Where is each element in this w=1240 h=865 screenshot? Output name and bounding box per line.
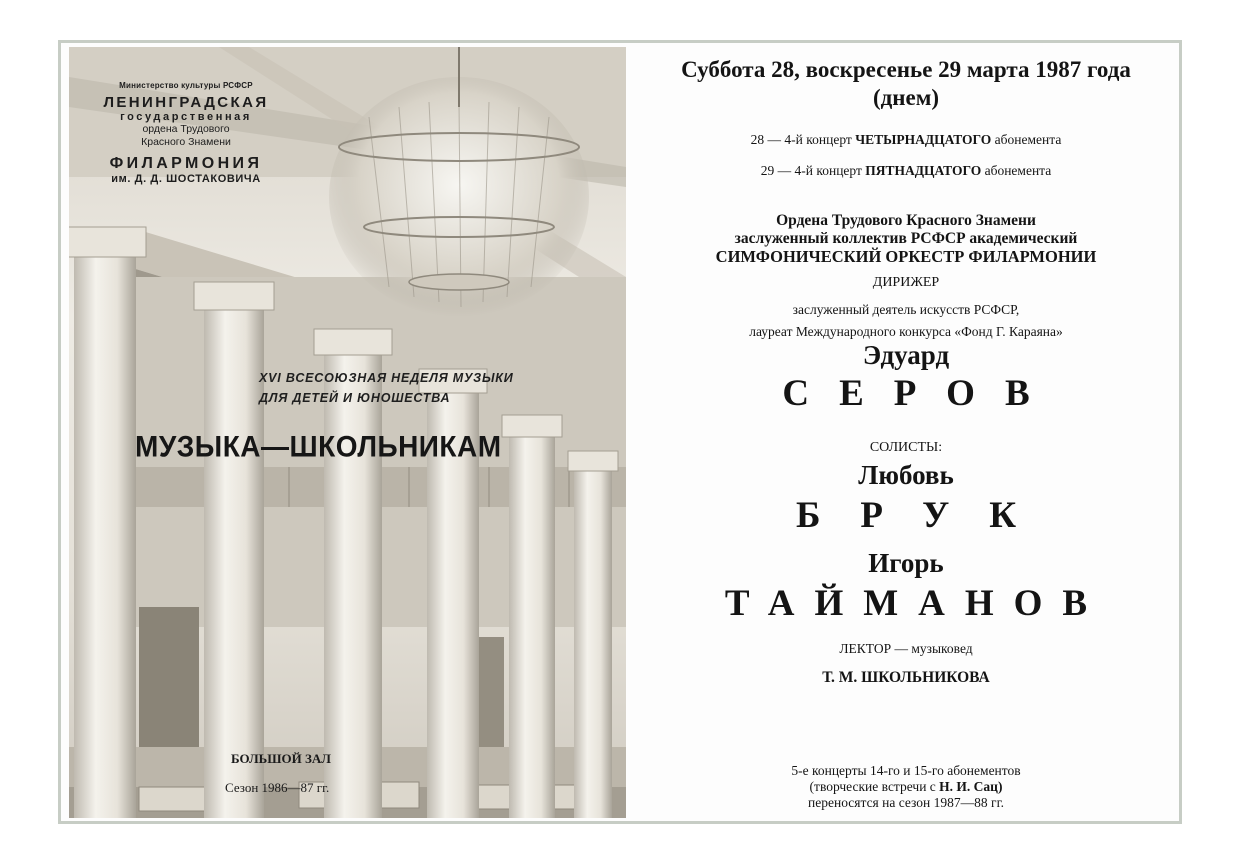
conductor-title-2: лауреат Международного конкурса «Фонд Г. Караяна» — [749, 324, 1063, 339]
org-line-state: государственная — [120, 111, 252, 123]
note-line-1: 5-е концерты 14-го и 15-го абонементов — [791, 763, 1021, 778]
sub1-prefix: 28 — 4-й концерт — [750, 132, 852, 147]
cover-photo — [69, 47, 626, 818]
sub2-suffix: абонемента — [984, 163, 1052, 178]
music-week-title — [259, 368, 514, 408]
org-line-philharmonic: ФИЛАРМОНИЯ — [109, 155, 263, 172]
date-line-1: Суббота 28, воскресенье 29 марта 1987 года — [681, 57, 1131, 82]
note-line-2-bold: Н. И. Сац) — [939, 779, 1003, 794]
postponement-note — [636, 763, 1176, 811]
note-line-2-prefix: (творческие встречи с — [809, 779, 936, 794]
motto-title: МУЗЫКА—ШКОЛЬНИКАМ — [135, 430, 502, 463]
sub1-bold: ЧЕТЫРНАДЦАТОГО — [855, 132, 992, 147]
conductor-last-name: СЕРОВ — [782, 373, 1060, 414]
conductor-titles — [636, 299, 1176, 343]
sub2-prefix: 29 — 4-й концерт — [760, 163, 862, 178]
org-line-shostakovich: им. Д. Д. ШОСТАКОВИЧА — [111, 173, 261, 185]
conductor-title-1: заслуженный деятель искусств РСФСР, — [792, 302, 1020, 317]
orchestra-block — [636, 212, 1176, 266]
sub2-bold: ПЯТНАДЦАТОГО — [865, 163, 982, 178]
subscription-29 — [636, 163, 1176, 179]
date-line-2: (днем) — [872, 85, 940, 110]
philharmonic-header — [91, 81, 281, 185]
note-line-3: переносятся на сезон 1987—88 гг. — [808, 795, 1004, 810]
sub1-suffix: абонемента — [994, 132, 1062, 147]
soloist2-last-name: ТАЙМАНОВ — [724, 583, 1108, 624]
lecturer-name: Т. М. ШКОЛЬНИКОВА — [822, 669, 990, 686]
soloists-label: СОЛИСТЫ: — [869, 440, 943, 455]
soloist1-first-name: Любовь — [858, 460, 954, 490]
orchestra-line-1: Ордена Трудового Красного Знамени — [776, 212, 1036, 229]
org-line-leningrad: ЛЕНИНГРАДСКАЯ — [103, 94, 269, 111]
week-line-2: ДЛЯ ДЕТЕЙ И ЮНОШЕСТВА — [259, 391, 451, 405]
orchestra-line-2: заслуженный коллектив РСФСР академический — [734, 230, 1078, 247]
note-line-2 — [636, 779, 1176, 795]
soloist1-last-name: БРУК — [795, 495, 1057, 536]
orchestra-line-3: СИМФОНИЧЕСКИЙ ОРКЕСТР ФИЛАРМОНИИ — [715, 247, 1097, 266]
conductor-label: ДИРИЖЕР — [872, 275, 940, 290]
week-line-1: XVI ВСЕСОЮЗНАЯ НЕДЕЛЯ МУЗЫКИ — [259, 371, 514, 385]
org-line-banner: Красного Знамени — [141, 136, 231, 148]
subscription-28 — [636, 132, 1176, 148]
season-line: Сезон 1986—87 гг. — [225, 780, 330, 795]
hall-name: БОЛЬШОЙ ЗАЛ — [231, 751, 331, 766]
concert-date — [636, 56, 1176, 112]
lecturer-label: ЛЕКТОР — музыковед — [839, 641, 973, 656]
conductor-first-name: Эдуард — [862, 340, 950, 370]
soloist2-first-name: Игорь — [868, 548, 944, 578]
ministry-line: Министерство культуры РСФСР — [119, 81, 253, 90]
org-line-order: ордена Трудового — [142, 123, 230, 135]
